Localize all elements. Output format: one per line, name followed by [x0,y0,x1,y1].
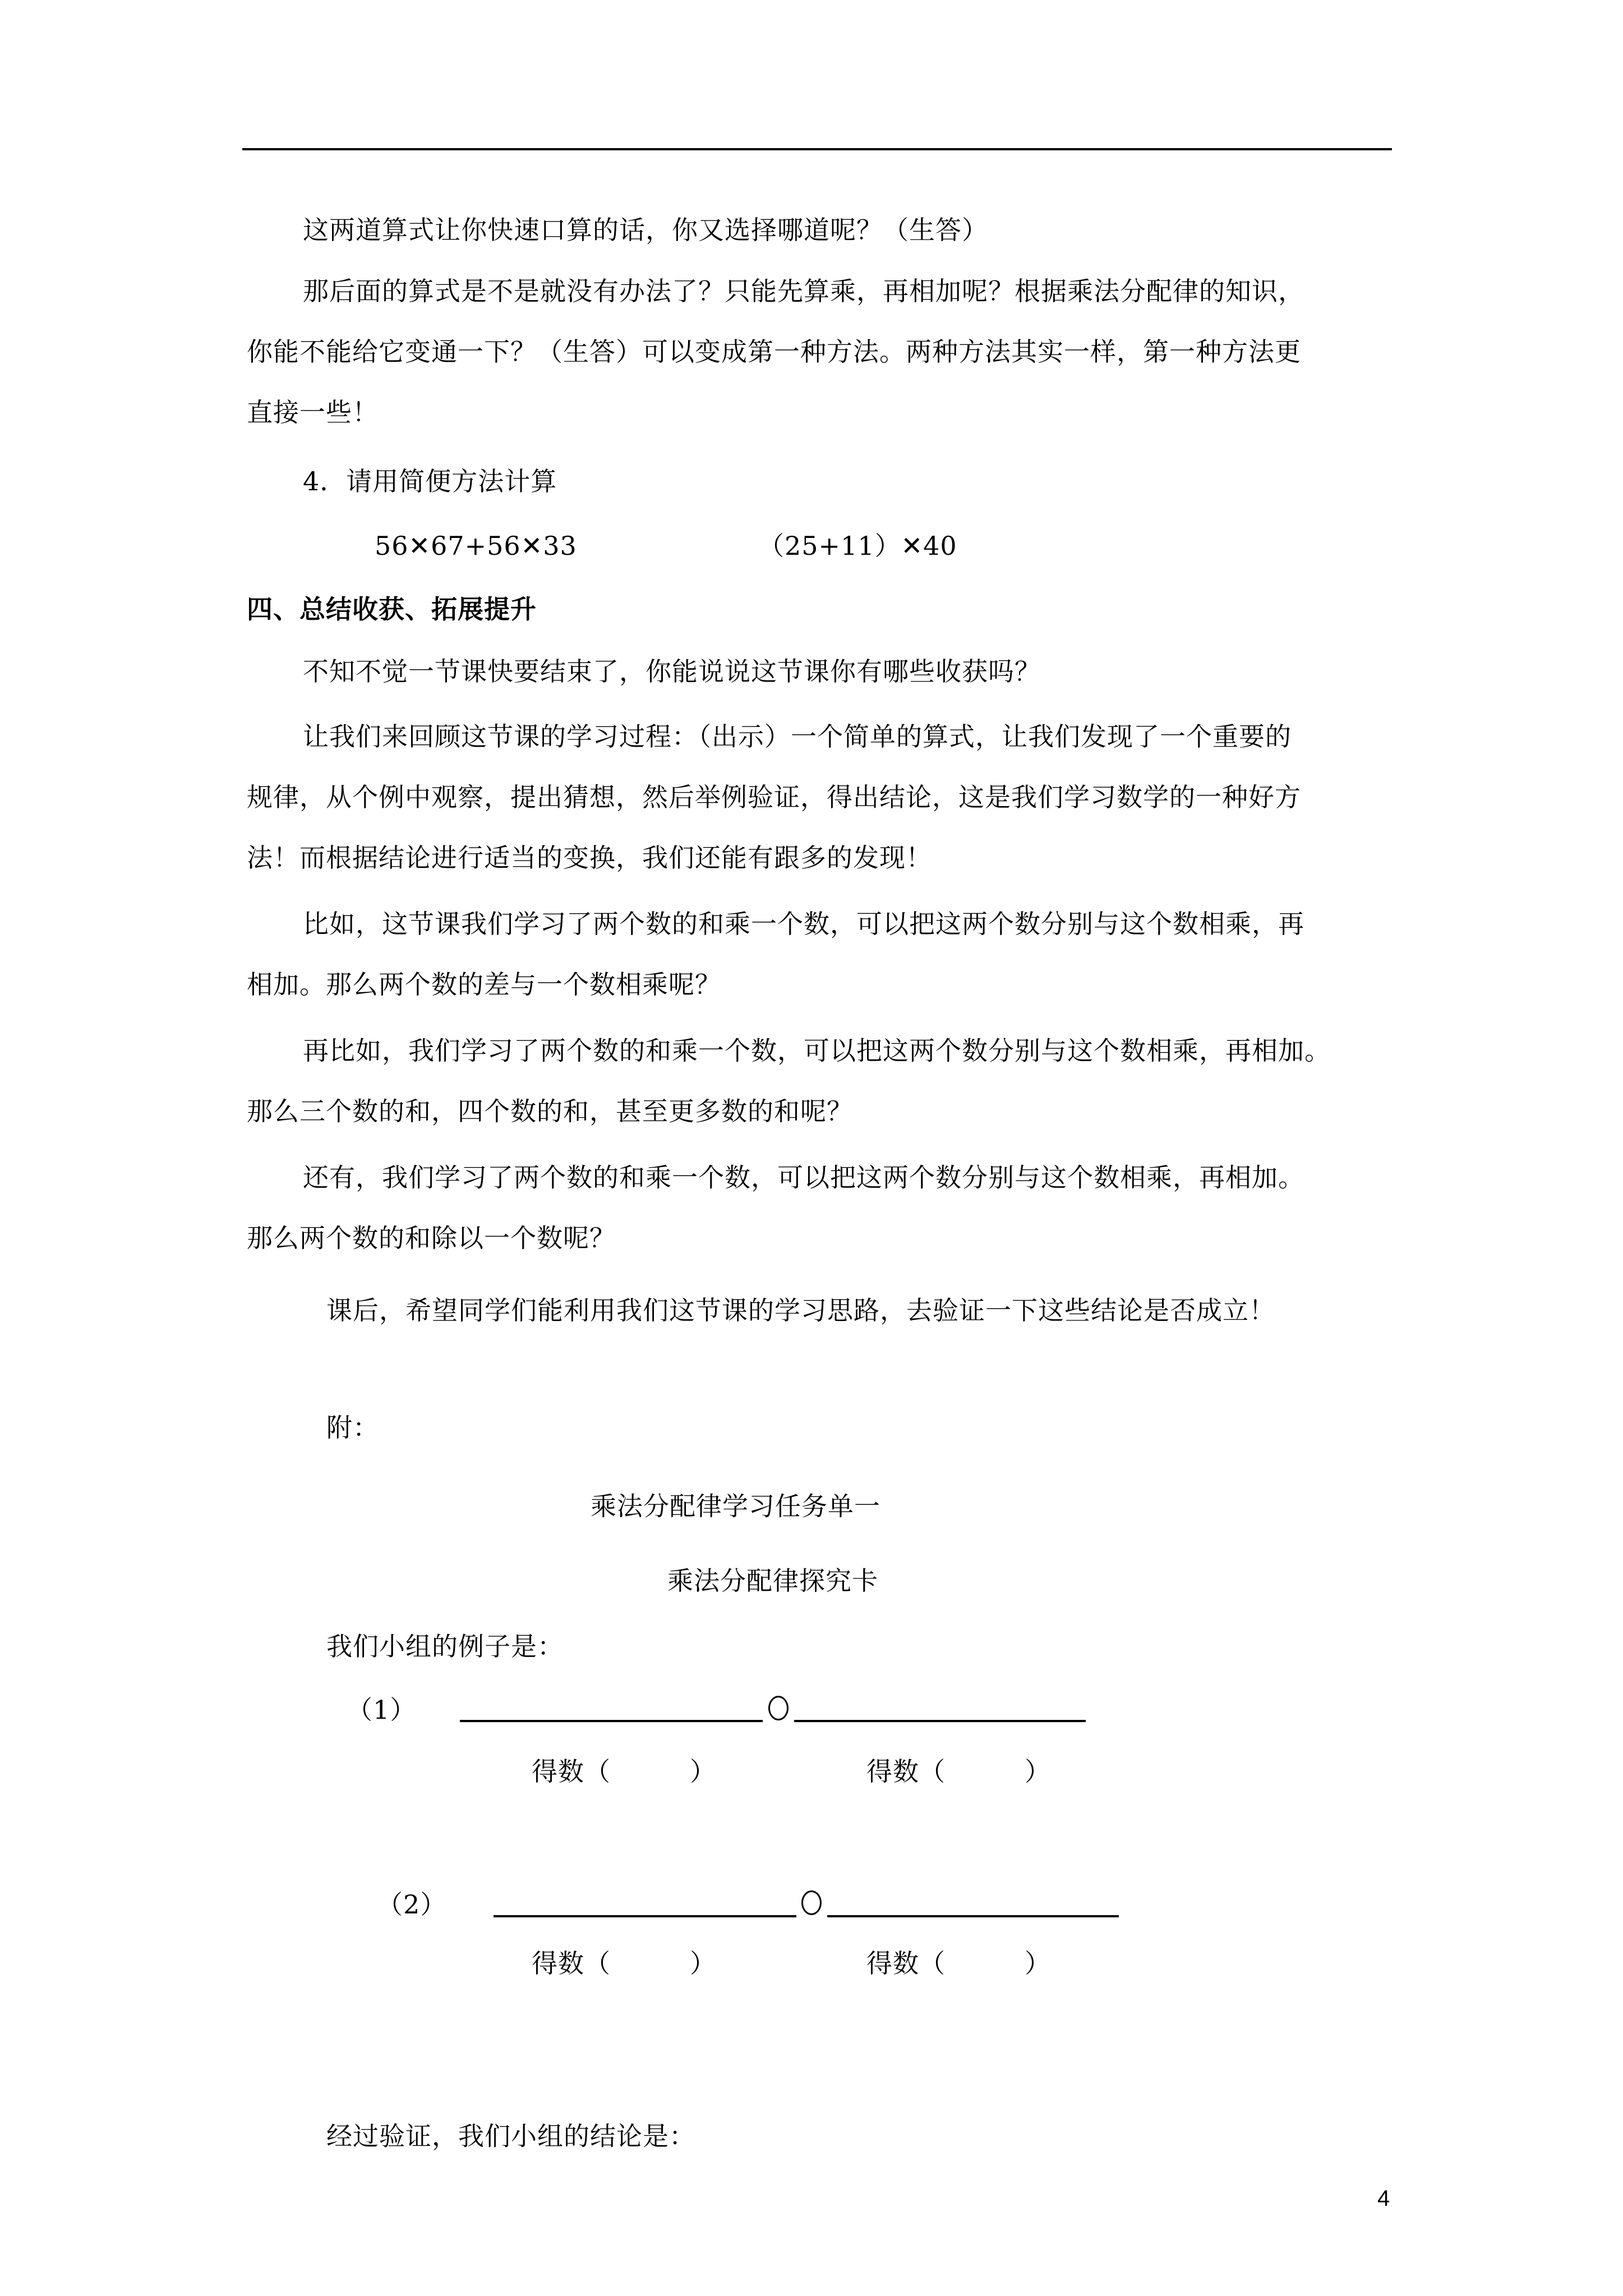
paragraph-line: 你能不能给它变通一下？（生答）可以变成第一种方法。两种方法其实一样，第一种方法更 [247,337,1301,367]
blank-line-left[interactable] [460,1720,763,1722]
paragraph-line: 比如，这节课我们学习了两个数的和乘一个数，可以把这两个数分别与这个数相乘，再 [303,909,1304,939]
paragraph-line: 规律，从个例中观察，提出猜想，然后举例验证，得出结论，这是我们学习数学的一种好方 [247,782,1301,812]
appendix-subtitle: 乘法分配律探究卡 [667,1566,878,1596]
blank-line-right[interactable] [827,1915,1119,1917]
operator-circle[interactable] [768,1696,789,1720]
paragraph-line: 课后，希望同学们能利用我们这节课的学习思路，去验证一下这些结论是否成立！ [326,1295,1275,1326]
exercise-formula-1: 56✕67+56✕33 [375,531,577,561]
result-left: 得数（ ） [532,1756,716,1787]
appendix-prompt: 我们小组的例子是： [326,1631,564,1662]
result-left: 得数（ ） [532,1948,716,1978]
paragraph-line: 不知不觉一节课快要结束了，你能说说这节课你有哪些收获吗？ [303,656,1041,687]
result-right: 得数（ ） [866,1948,1051,1978]
paragraph-line: 再比如，我们学习了两个数的和乘一个数，可以把这两个数分别与这个数相乘，再相加。 [303,1036,1331,1066]
blank-line-left[interactable] [494,1915,796,1917]
item-label: （2） [377,1889,447,1920]
paragraph-line: 法！而根据结论进行适当的变换，我们还能有跟多的发现！ [247,843,932,873]
appendix-title: 乘法分配律学习任务单一 [591,1491,880,1521]
paragraph-line: 还有，我们学习了两个数的和乘一个数，可以把这两个数分别与这个数相乘，再相加。 [303,1162,1304,1193]
operator-circle[interactable] [801,1890,822,1915]
exercise-formula-2: （25+11）✕40 [758,531,957,561]
header-rule [242,148,1392,150]
page-number: 4 [1377,2186,1390,2211]
paragraph-line: 那么三个数的和，四个数的和，甚至更多数的和呢？ [247,1096,853,1126]
section-heading: 四、总结收获、拓展提升 [247,594,537,624]
item-label: （1） [347,1695,417,1725]
paragraph-line: 那么两个数的和除以一个数呢？ [247,1223,616,1253]
appendix-label: 附： [326,1412,379,1443]
paragraph-line: 直接一些！ [247,397,379,427]
conclusion-prompt: 经过验证，我们小组的结论是： [326,2121,695,2151]
paragraph-line: 那后面的算式是不是就没有办法了？只能先算乘，再相加呢？根据乘法分配律的知识， [303,276,1304,306]
result-right: 得数（ ） [866,1756,1051,1787]
exercise-heading: 4．请用简便方法计算 [303,466,557,496]
paragraph-line: 让我们来回顾这节课的学习过程：（出示）一个简单的算式，让我们发现了一个重要的 [303,721,1292,752]
paragraph-line: 相加。那么两个数的差与一个数相乘呢？ [247,969,721,1000]
blank-line-right[interactable] [794,1720,1086,1722]
paragraph-line: 这两道算式让你快速口算的话，你又选择哪道呢？（生答） [303,215,988,245]
